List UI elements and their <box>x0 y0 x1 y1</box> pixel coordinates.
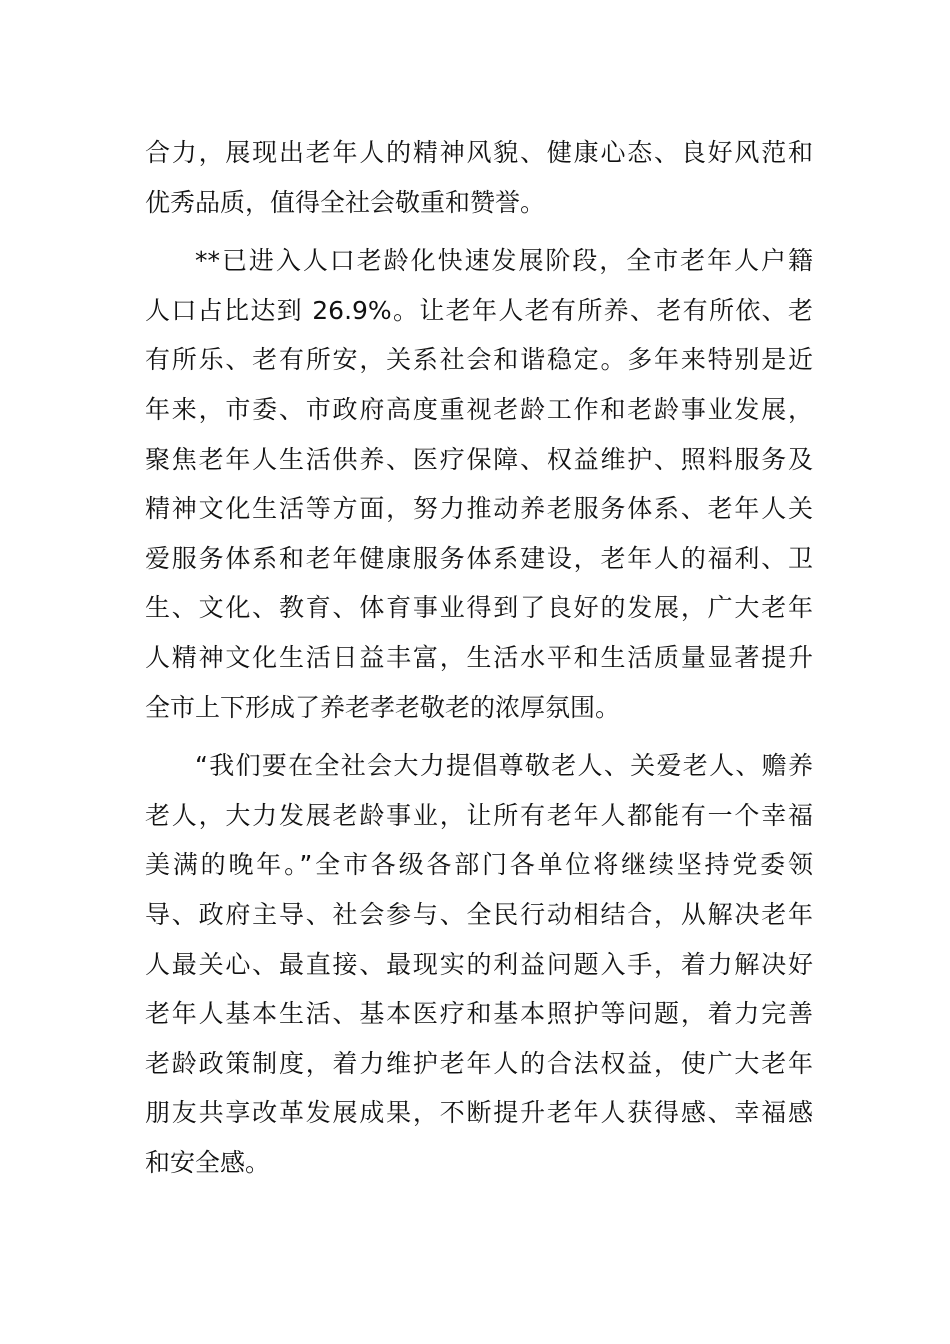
text-line: 有所乐、老有所安，关系社会和谐稳定。多年来特别是近 <box>145 345 813 375</box>
text-line: 老人，大力发展老龄事业，让所有老年人都能有一个幸福 <box>145 800 813 830</box>
text-line: 人最关心、最直接、最现实的利益问题入手，着力解决好 <box>145 949 813 979</box>
paragraph-2 <box>145 236 813 732</box>
paragraph-3 <box>145 741 813 1187</box>
text-line: 年来，市委、市政府高度重视老龄工作和老龄事业发展， <box>145 394 813 424</box>
text-line: 老龄政策制度，着力维护老年人的合法权益，使广大老年 <box>145 1048 813 1078</box>
text-line: 和安全感。 <box>145 1147 271 1177</box>
text-line: 精神文化生活等方面，努力推动养老服务体系、老年人关 <box>145 494 813 524</box>
text-line: 朋友共享改革发展成果，不断提升老年人获得感、幸福感 <box>145 1098 813 1128</box>
text-line: 老年人基本生活、基本医疗和基本照护等问题，着力完善 <box>145 999 813 1029</box>
paragraph-1 <box>145 128 813 227</box>
text-line: 生、文化、教育、体育事业得到了良好的发展，广大老年 <box>145 593 813 623</box>
text-line: 全市上下形成了养老孝老敬老的浓厚氛围。 <box>145 692 621 722</box>
text-line: 聚焦老年人生活供养、医疗保障、权益维护、照料服务及 <box>145 444 813 474</box>
text-line: 人精神文化生活日益丰富，生活水平和生活质量显著提升 <box>145 642 813 672</box>
document-body <box>145 128 813 1187</box>
text-line: **已进入人口老龄化快速发展阶段，全市老年人户籍 <box>195 246 813 276</box>
text-line: 优秀品质，值得全社会敬重和赞誉。 <box>145 187 546 217</box>
text-line: 爱服务体系和老年健康服务体系建设，老年人的福利、卫 <box>145 543 813 573</box>
text-line: “我们要在全社会大力提倡尊敬老人、关爱老人、赡养 <box>195 751 813 781</box>
text-line: 合力，展现出老年人的精神风貌、健康心态、良好风范和 <box>145 138 813 167</box>
text-line: 导、政府主导、社会参与、全民行动相结合，从解决老年 <box>145 899 813 929</box>
text-line: 美满的晚年。”全市各级各部门各单位将继续坚持党委领 <box>145 850 813 880</box>
text-line: 人口占比达到 26.9%。让老年人老有所养、老有所依、老 <box>145 295 813 325</box>
